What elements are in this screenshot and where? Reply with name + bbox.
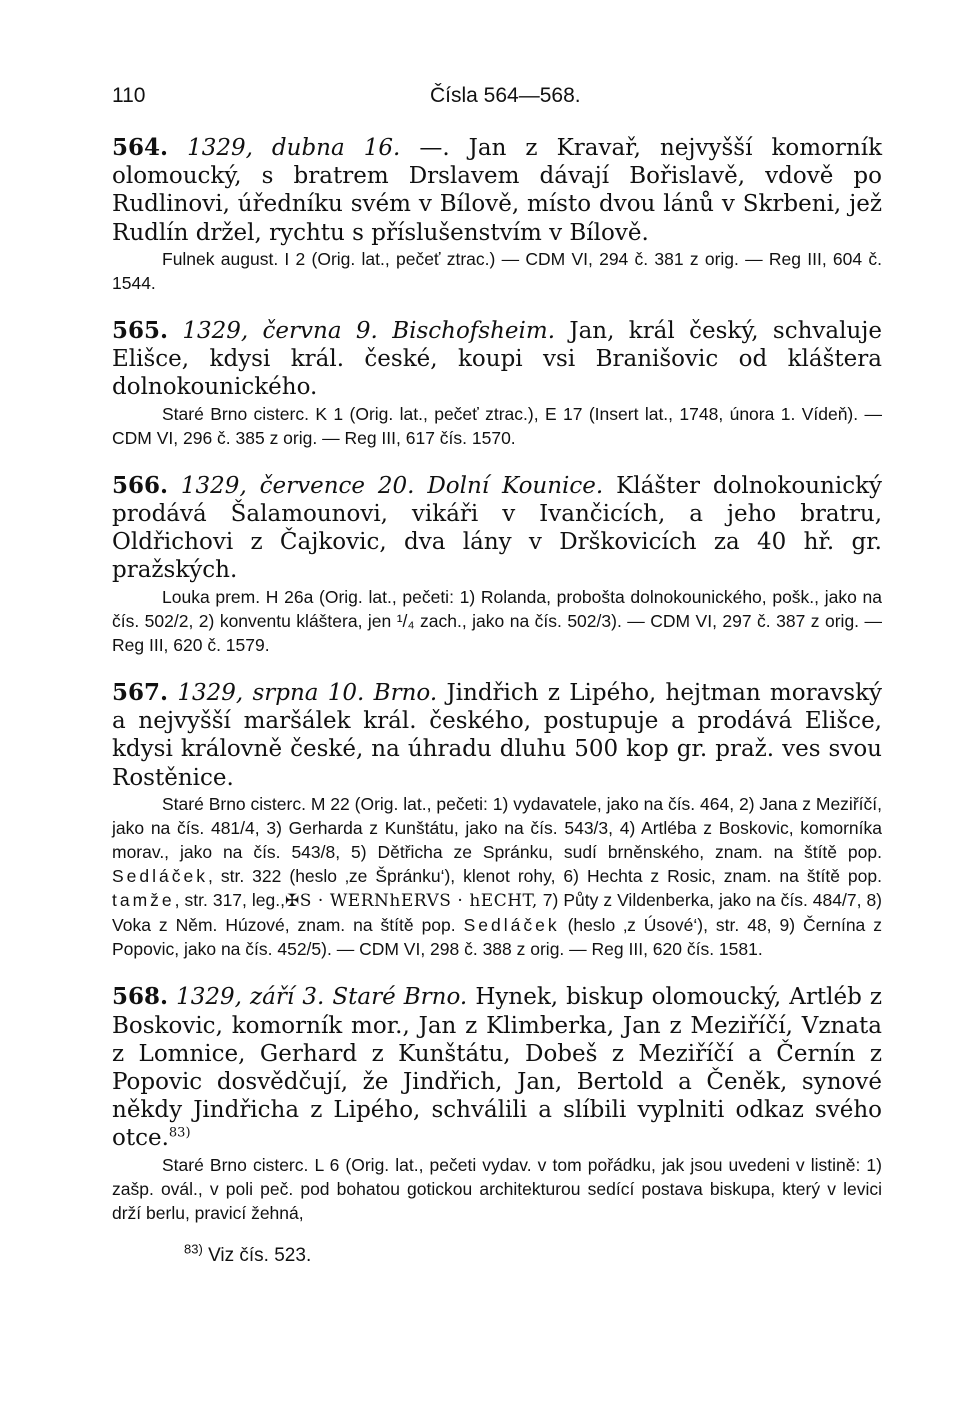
entry-566: [112, 472, 882, 657]
entry-number: 568.: [112, 983, 169, 1011]
entry-564: [112, 134, 882, 295]
entry-source: Staré Brno cisterc. K 1 (Orig. lat., pečeť ztrac.), E 17 (Insert lat., 1748, února 1. Vídeň). — CDM VI, 296 č. 385 z orig. — Reg III, 617 čís. 1570.: [112, 403, 882, 448]
entry-source: Louka prem. H 26a (Orig. lat., pečeti: 1) Rolanda, probošta dolnokounického, pošk., jako na čís. 502/2, 2) konventu kláštera, jen ¹/₄ zach., jako na čís. 502/3). — CDM VI, 297 č. 387 z orig. — Reg III, 620 č. 1579.: [112, 586, 882, 655]
entry-text: [112, 983, 882, 1152]
author-name-spaced: Sedláček: [112, 865, 208, 886]
source-part: 7) Půty z Vildenberka, jako na čís. 484/7, 8) Voka z Něm. Húzové, znam. na štítě pop.: [112, 890, 883, 936]
entry-source: Staré Brno cisterc. L 6 (Orig. lat., pečeti vydav. v tom pořádku, jak jsou uvedeni v listině: 1) zašp. ovál., v poli peč. pod bohatou gotickou architekturou sedící postava biskupa, který v levici drží berlu, pravicí žehná,: [112, 1154, 882, 1223]
entry-body: Jindřich z Lipého, hejtman moravský a nejvyšší maršálek král. českého, postupuje a prodává Elišce, kdysi královně české, na úhradu dluhu 500 kop gr. praž. ves svou Rostěnice.: [112, 679, 883, 791]
entry-number: 564.: [112, 134, 169, 161]
author-name-spaced: Sedláček: [463, 915, 560, 936]
entry-date: 1329, června 9.: [182, 318, 378, 344]
footnote-text: Viz čís. 523.: [208, 1244, 312, 1266]
entry-text: [112, 472, 882, 585]
entry-body: Klášter dolnokounický prodává Šalamounovi, vikáři v Ivančicích, a jeho bratru, Oldřichovi z Čajkovic, dva lány v Drškovicích za 40 hř. gr. pražských.: [112, 472, 883, 584]
entry-565: [112, 317, 882, 450]
entry-place: Brno.: [373, 679, 438, 706]
entry-567: [112, 679, 882, 961]
entry-568: [112, 983, 882, 1225]
entry-place: Staré Brno.: [332, 984, 468, 1011]
entry-source: Fulnek august. I 2 (Orig. lat., pečeť ztrac.) — CDM VI, 294 č. 381 z orig. — Reg III, 604 č. 1544.: [112, 248, 882, 293]
footnote-mark: 83): [184, 1241, 203, 1257]
entry-body: —. Jan z Kravař, nejvyšší komorník olomoucký, s bratrem Drslavem dávají Bořislavě, vdově po Rudlinovi, úředníku svém v Bílově, místo dvou lánů v Skrbeni, jež Rudlín držel, rychtu s příslušenstvím v Bílově.: [112, 135, 883, 246]
page-content: [112, 84, 882, 1267]
page-number: 110: [112, 84, 146, 107]
entry-text: [112, 317, 882, 402]
entry-body: Jan, král český, schvaluje Elišce, kdysi král. české, koupi vsi Branišovic od kláštera dolnokounického.: [112, 318, 883, 401]
entry-date: 1329, dubna 16.: [187, 135, 401, 161]
running-head: Čísla 564—568.: [430, 84, 581, 107]
entry-date: 1329, července 20.: [180, 472, 415, 499]
entry-text: [112, 679, 882, 792]
entry-date: 1329, září 3.: [176, 984, 325, 1011]
entry-number: 566.: [112, 471, 169, 499]
page-header: [112, 84, 882, 120]
entry-number: 567.: [112, 678, 169, 706]
footnote: [184, 1241, 882, 1267]
entry-place: Bischofsheim.: [392, 318, 556, 344]
source-part: , str. 322 (heslo ‚ze Špránku‘), klenot rohy, 6) Hechta z Rosic, znam. na štítě pop.: [208, 865, 882, 886]
entry-source: [112, 792, 882, 962]
entry-text: [112, 134, 882, 247]
entry-body: Hynek, biskup olomoucký, Artléb z Boskovic, komorník mor., Jan z Klimberka, Jan z Meziříčí, Vznata z Lomnice, Gerhard z Kunštátu, Dobeš z Meziříčí a Černín z Popovic dosvědčují, že Jindřich, Jan, Bertold a Čeněk, synové někdy Jindřicha z Lipého, schválili a slíbili vyplniti odkaz svého otce.: [112, 984, 883, 1152]
source-part: Staré Brno cisterc. M 22 (Orig. lat., pečeti: 1) vydavatele, jako na čís. 464, 2) Jana z Meziříčí, jako na čís. 481/4, 3) Gerharda z Kunštátu, jako na čís. 543/3, 4) Artléba z Boskovic, komorníka morav., jako na čís. 543/8, 5) Dětřicha ze Spránku, sudí brněnského, znam. na štítě pop.: [112, 793, 882, 862]
source-part: , str. 317, leg.,: [174, 890, 285, 911]
ibidem-spaced: tamže: [112, 890, 175, 911]
source-part: (heslo ‚z Úsové‘), str. 48, 9) Černína z Popovic, jako na čís. 452/5). — CDM VI, 298 č. 388 z orig. — Reg III, 620 čís. 1581.: [112, 915, 882, 960]
seal-legend: ✠S · WERNhERVS · hECHT,: [284, 891, 538, 912]
entry-place: Dolní Kounice.: [427, 472, 604, 499]
entry-date: 1329, srpna 10.: [177, 679, 365, 706]
entry-number: 565.: [112, 317, 169, 344]
footnote-ref: 83): [168, 1125, 191, 1141]
